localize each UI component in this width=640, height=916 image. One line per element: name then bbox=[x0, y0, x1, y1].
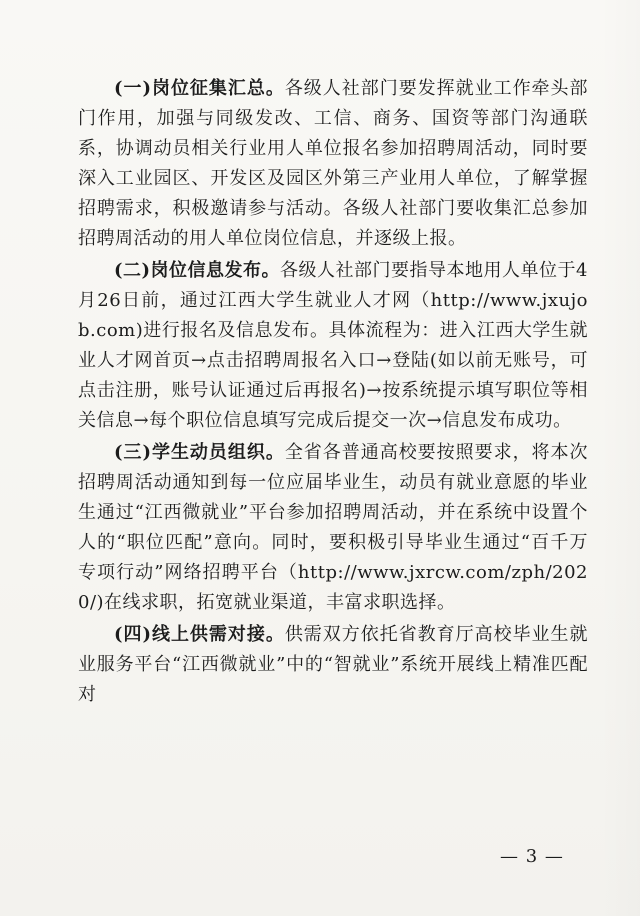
section-heading: (三)学生动员组织。 bbox=[114, 442, 285, 463]
section-job-collection bbox=[78, 74, 588, 254]
page-edge-shadow bbox=[600, 0, 640, 916]
section-job-publishing bbox=[78, 256, 588, 436]
section-heading: (四)线上供需对接。 bbox=[114, 624, 285, 645]
document-body bbox=[78, 74, 588, 712]
section-text: 供需双方依托省教育厅高校毕业生就业服务平台“江西微就业”中的“智就业”系统开展线上精准匹配对 bbox=[78, 624, 588, 705]
section-heading: (一)岗位征集汇总。 bbox=[114, 78, 285, 99]
page-number: — 3 — bbox=[500, 846, 564, 867]
section-text: 各级人社部门要指导本地用人单位于4月26日前，通过江西大学生就业人才网（http://www.jxujob.com)进行报名及信息发布。具体流程为：进入江西大学生就业人才网首页→点击招聘周报名入口→登陆(如以前无账号，可点击注册，账号认证通过后再报名)→按系统提示填写职位等相关信息→每个职位信息填写完成后提交一次→信息发布成功。 bbox=[78, 260, 588, 431]
section-text: 全省各普通高校要按照要求，将本次招聘周活动通知到每一位应届毕业生，动员有就业意愿的毕业生通过“江西微就业”平台参加招聘周活动，并在系统中设置个人的“职位匹配”意向。同时，要积极引导毕业生通过“百千万专项行动”网络招聘平台（http://www.jxrcw.com/zph/2020/)在线求职，拓宽就业渠道，丰富求职选择。 bbox=[78, 442, 588, 613]
section-text: 各级人社部门要发挥就业工作牵头部门作用，加强与同级发改、工信、商务、国资等部门沟通联系，协调动员相关行业用人单位报名参加招聘周活动，同时要深入工业园区、开发区及园区外第三产业用人单位，了解掌握招聘需求，积极邀请参与活动。各级人社部门要收集汇总参加招聘周活动的用人单位岗位信息，并逐级上报。 bbox=[78, 78, 588, 249]
section-heading: (二)岗位信息发布。 bbox=[114, 260, 281, 281]
section-student-mobilization bbox=[78, 438, 588, 618]
section-online-matching bbox=[78, 620, 588, 710]
